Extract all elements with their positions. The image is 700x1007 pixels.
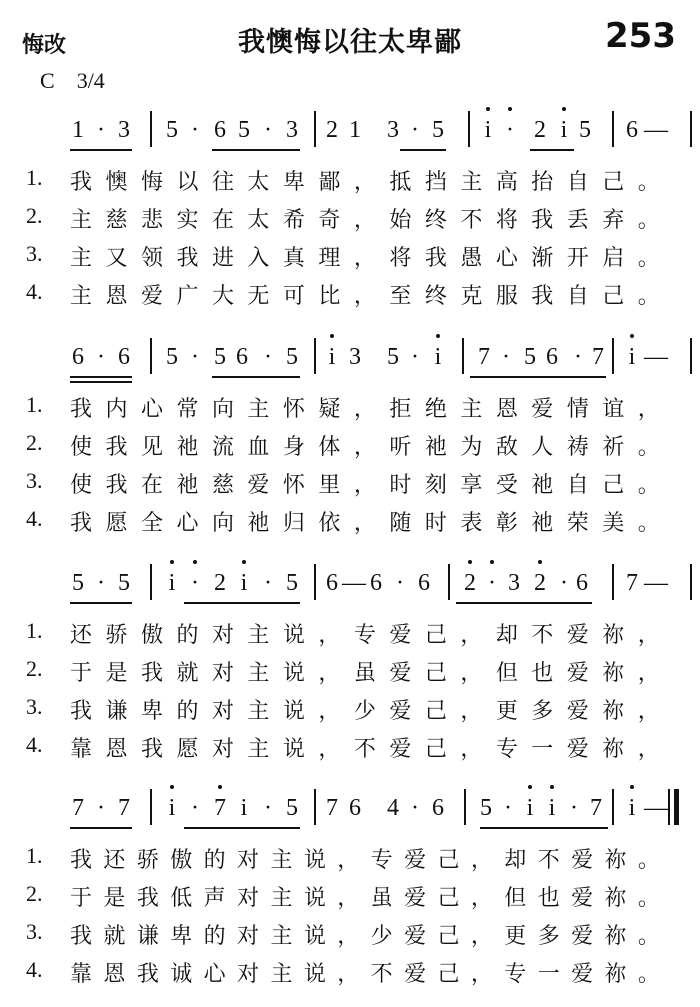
octave-dot-above (490, 560, 494, 564)
bar-line (314, 564, 316, 600)
hymn-number: 253 (605, 16, 676, 56)
lyric-line-verse-2 (0, 203, 700, 241)
dot-marker: · (97, 117, 105, 143)
note-number: 6 (576, 570, 588, 596)
note-number: 6 (370, 570, 382, 596)
lyric-text: 于 是 我 就 对 主 说 ， 虽 爱 己 ， 但 也 爱 祢 ， (70, 661, 660, 686)
note-number: 6 (326, 570, 338, 596)
bar-line (150, 338, 152, 374)
lyric-line-verse-2 (0, 881, 700, 919)
bar-line (612, 564, 614, 600)
note-number: 5 (480, 795, 492, 821)
lyric-text: 我 愿 全 心 向 祂 归 依 ， 随 时 表 彰 祂 荣 美 。 (70, 511, 660, 536)
sustain-dash: — (644, 795, 668, 821)
verse-number: 1. (26, 843, 43, 868)
notation-line (0, 548, 700, 608)
dot-marker: · (97, 344, 105, 370)
note-number: 3 (118, 117, 130, 143)
beam-underline (212, 376, 300, 378)
octave-dot-above (562, 107, 566, 111)
note-number: 6 (236, 344, 248, 370)
key-signature: C (40, 68, 55, 93)
note-number: 6 (546, 344, 558, 370)
bar-line (612, 789, 614, 825)
note-number: 5 (387, 344, 399, 370)
octave-dot-above (550, 785, 554, 789)
note-number: i (526, 795, 534, 821)
beam-underline (212, 149, 300, 151)
beam-underline (70, 381, 132, 383)
final-bar-thin (668, 789, 670, 825)
beam-underline (456, 602, 592, 604)
note-number: 2 (464, 570, 476, 596)
time-signature: 3/4 (76, 68, 105, 93)
octave-dot-above (630, 785, 634, 789)
beam-underline (480, 827, 608, 829)
note-number: 7 (214, 795, 226, 821)
music-system-2 (0, 322, 700, 542)
verse-number: 4. (26, 506, 43, 531)
verse-number: 3. (26, 919, 43, 944)
note-number: i (328, 344, 336, 370)
dot-marker: · (191, 570, 199, 596)
lyric-text: 我 还 骄 傲 的 对 主 说 ， 专 爱 己 ， 却 不 爱 祢 。 (70, 848, 660, 873)
dot-marker: · (411, 117, 419, 143)
lyric-text: 使 我 在 祂 慈 爱 怀 里 ， 时 刻 享 受 祂 自 己 。 (70, 473, 660, 498)
dot-marker: · (396, 570, 404, 596)
note-number: 3 (387, 117, 399, 143)
note-number: 6 (72, 344, 84, 370)
bar-line (612, 111, 614, 147)
note-number: 5 (579, 117, 591, 143)
bar-line (314, 789, 316, 825)
verse-number: 3. (26, 694, 43, 719)
bar-line (690, 111, 692, 147)
verse-number: 2. (26, 656, 43, 681)
dot-marker: · (97, 795, 105, 821)
hymn-category: 悔改 (22, 33, 67, 58)
note-number: 7 (592, 344, 604, 370)
note-number: 6 (118, 344, 130, 370)
note-number: 7 (478, 344, 490, 370)
lyric-line-verse-2 (0, 430, 700, 468)
sustain-dash: — (644, 570, 668, 596)
octave-dot-above (630, 334, 634, 338)
octave-dot-above (242, 560, 246, 564)
bar-line (150, 564, 152, 600)
dot-marker: · (411, 344, 419, 370)
lyric-line-verse-1 (0, 165, 700, 203)
note-number: 7 (626, 570, 638, 596)
dot-marker: · (488, 570, 496, 596)
octave-dot-above (436, 334, 440, 338)
note-number: 7 (590, 795, 602, 821)
verse-number: 1. (26, 392, 43, 417)
note-number: 5 (432, 117, 444, 143)
octave-dot-above (468, 560, 472, 564)
octave-dot-above (170, 785, 174, 789)
dot-marker: · (191, 344, 199, 370)
beam-underline (70, 149, 132, 151)
note-number: i (240, 795, 248, 821)
verse-number: 4. (26, 957, 43, 982)
note-number: 5 (118, 570, 130, 596)
dot-marker: · (574, 344, 582, 370)
note-number: 1 (72, 117, 84, 143)
notation-line (0, 773, 700, 833)
bar-line (314, 111, 316, 147)
lyric-text: 使 我 见 祂 流 血 身 体 ， 听 祂 为 敌 人 祷 祈 。 (70, 435, 660, 460)
lyric-line-verse-3 (0, 694, 700, 732)
note-number: 5 (286, 570, 298, 596)
sustain-dash: — (644, 117, 668, 143)
octave-dot-above (330, 334, 334, 338)
dot-marker: · (502, 344, 510, 370)
note-number: 4 (387, 795, 399, 821)
beam-underline (70, 602, 132, 604)
lyric-line-verse-1 (0, 618, 700, 656)
verse-number: 1. (26, 165, 43, 190)
dot-marker: · (264, 570, 272, 596)
lyric-line-verse-3 (0, 919, 700, 957)
note-number: 2 (534, 570, 546, 596)
lyric-text: 我 就 谦 卑 的 对 主 说 ， 少 爱 己 ， 更 多 爱 祢 。 (70, 924, 660, 949)
lyric-text: 靠 恩 我 愿 对 主 说 ， 不 爱 己 ， 专 一 爱 祢 ， (70, 737, 660, 762)
octave-dot-above (538, 560, 542, 564)
note-number: 3 (349, 344, 361, 370)
note-number: 6 (626, 117, 638, 143)
verse-number: 2. (26, 430, 43, 455)
beam-underline (400, 149, 446, 151)
bar-line (448, 564, 450, 600)
lyric-text: 我 懊 悔 以 往 太 卑 鄙 ， 抵 挡 主 高 抬 自 己 。 (70, 170, 660, 195)
note-number: 1 (349, 117, 361, 143)
note-number: 5 (286, 795, 298, 821)
bar-line (150, 789, 152, 825)
lyric-text: 主 慈 悲 实 在 太 希 奇 ， 始 终 不 将 我 丢 弃 。 (70, 208, 660, 233)
note-number: 7 (326, 795, 338, 821)
key-time-signature (40, 68, 105, 94)
note-number: i (434, 344, 442, 370)
octave-dot-above (193, 560, 197, 564)
lyric-text: 主 又 领 我 进 入 真 理 ， 将 我 愚 心 渐 开 启 。 (70, 246, 660, 271)
bar-line (314, 338, 316, 374)
dot-marker: · (560, 570, 568, 596)
verse-number: 4. (26, 732, 43, 757)
octave-dot-above (528, 785, 532, 789)
note-number: 6 (214, 117, 226, 143)
note-number: 5 (238, 117, 250, 143)
lyric-text: 我 内 心 常 向 主 怀 疑 ， 拒 绝 主 恩 爱 情 谊 ， (70, 397, 660, 422)
beam-underline (184, 602, 300, 604)
note-number: 5 (166, 117, 178, 143)
bar-line (464, 789, 466, 825)
bar-line (468, 111, 470, 147)
octave-dot-above (508, 107, 512, 111)
note-number: 7 (72, 795, 84, 821)
note-number: i (484, 117, 492, 143)
note-number: i (560, 117, 568, 143)
note-number: 5 (166, 344, 178, 370)
lyric-text: 主 恩 爱 广 大 无 可 比 ， 至 终 克 服 我 自 己 。 (70, 284, 660, 309)
sustain-dash: — (342, 570, 366, 596)
lyric-line-verse-4 (0, 732, 700, 770)
dot-marker: · (191, 117, 199, 143)
music-system-4 (0, 773, 700, 993)
note-number: 5 (286, 344, 298, 370)
verse-number: 2. (26, 881, 43, 906)
beam-underline (184, 827, 300, 829)
music-system-3 (0, 548, 700, 768)
note-number: i (628, 795, 636, 821)
lyric-line-verse-2 (0, 656, 700, 694)
note-number: 2 (214, 570, 226, 596)
octave-dot-above (218, 785, 222, 789)
beam-underline (70, 827, 132, 829)
lyric-text: 我 谦 卑 的 对 主 说 ， 少 爱 己 ， 更 多 爱 祢 ， (70, 699, 660, 724)
note-number: i (628, 344, 636, 370)
lyric-text: 还 骄 傲 的 对 主 说 ， 专 爱 己 ， 却 不 爱 祢 ， (70, 623, 660, 648)
notation-line (0, 95, 700, 155)
beam-underline (530, 149, 574, 151)
lyric-line-verse-3 (0, 241, 700, 279)
notation-line (0, 322, 700, 382)
dot-marker: · (97, 570, 105, 596)
note-number: 6 (349, 795, 361, 821)
lyric-line-verse-3 (0, 468, 700, 506)
bar-line (690, 564, 692, 600)
octave-dot-above (486, 107, 490, 111)
final-bar-thick (674, 789, 679, 825)
note-number: 7 (118, 795, 130, 821)
verse-number: 3. (26, 468, 43, 493)
note-number: 5 (524, 344, 536, 370)
sustain-dash: — (644, 344, 668, 370)
octave-dot-above (170, 560, 174, 564)
dot-marker: · (264, 344, 272, 370)
dot-marker: · (191, 795, 199, 821)
verse-number: 3. (26, 241, 43, 266)
lyric-line-verse-1 (0, 392, 700, 430)
note-number: 5 (72, 570, 84, 596)
note-number: 6 (432, 795, 444, 821)
verse-number: 1. (26, 618, 43, 643)
note-number: i (548, 795, 556, 821)
verse-number: 2. (26, 203, 43, 228)
bar-line (612, 338, 614, 374)
bar-line (150, 111, 152, 147)
note-number: 3 (508, 570, 520, 596)
lyric-line-verse-4 (0, 279, 700, 317)
beam-underline (70, 376, 132, 378)
dot-marker: · (264, 117, 272, 143)
note-number: 6 (418, 570, 430, 596)
dot-marker: · (264, 795, 272, 821)
lyric-line-verse-1 (0, 843, 700, 881)
lyric-text: 靠 恩 我 诚 心 对 主 说 ， 不 爱 己 ， 专 一 爱 祢 。 (70, 962, 660, 987)
note-number: 5 (214, 344, 226, 370)
note-number: i (168, 570, 176, 596)
note-number: i (240, 570, 248, 596)
note-number: i (168, 795, 176, 821)
bar-line (462, 338, 464, 374)
lyric-line-verse-4 (0, 506, 700, 544)
lyric-text: 于 是 我 低 声 对 主 说 ， 虽 爱 己 ， 但 也 爱 祢 。 (70, 886, 660, 911)
music-system-1 (0, 95, 700, 315)
note-number: 3 (286, 117, 298, 143)
note-number: 2 (326, 117, 338, 143)
verse-number: 4. (26, 279, 43, 304)
lyric-line-verse-4 (0, 957, 700, 995)
dot-marker: · (570, 795, 578, 821)
note-number: 2 (534, 117, 546, 143)
beam-underline (470, 376, 606, 378)
hymn-title: 我懊悔以往太卑鄙 (238, 27, 462, 58)
bar-line (690, 338, 692, 374)
dot-marker: · (411, 795, 419, 821)
dot-marker: · (506, 117, 514, 143)
dot-marker: · (504, 795, 512, 821)
